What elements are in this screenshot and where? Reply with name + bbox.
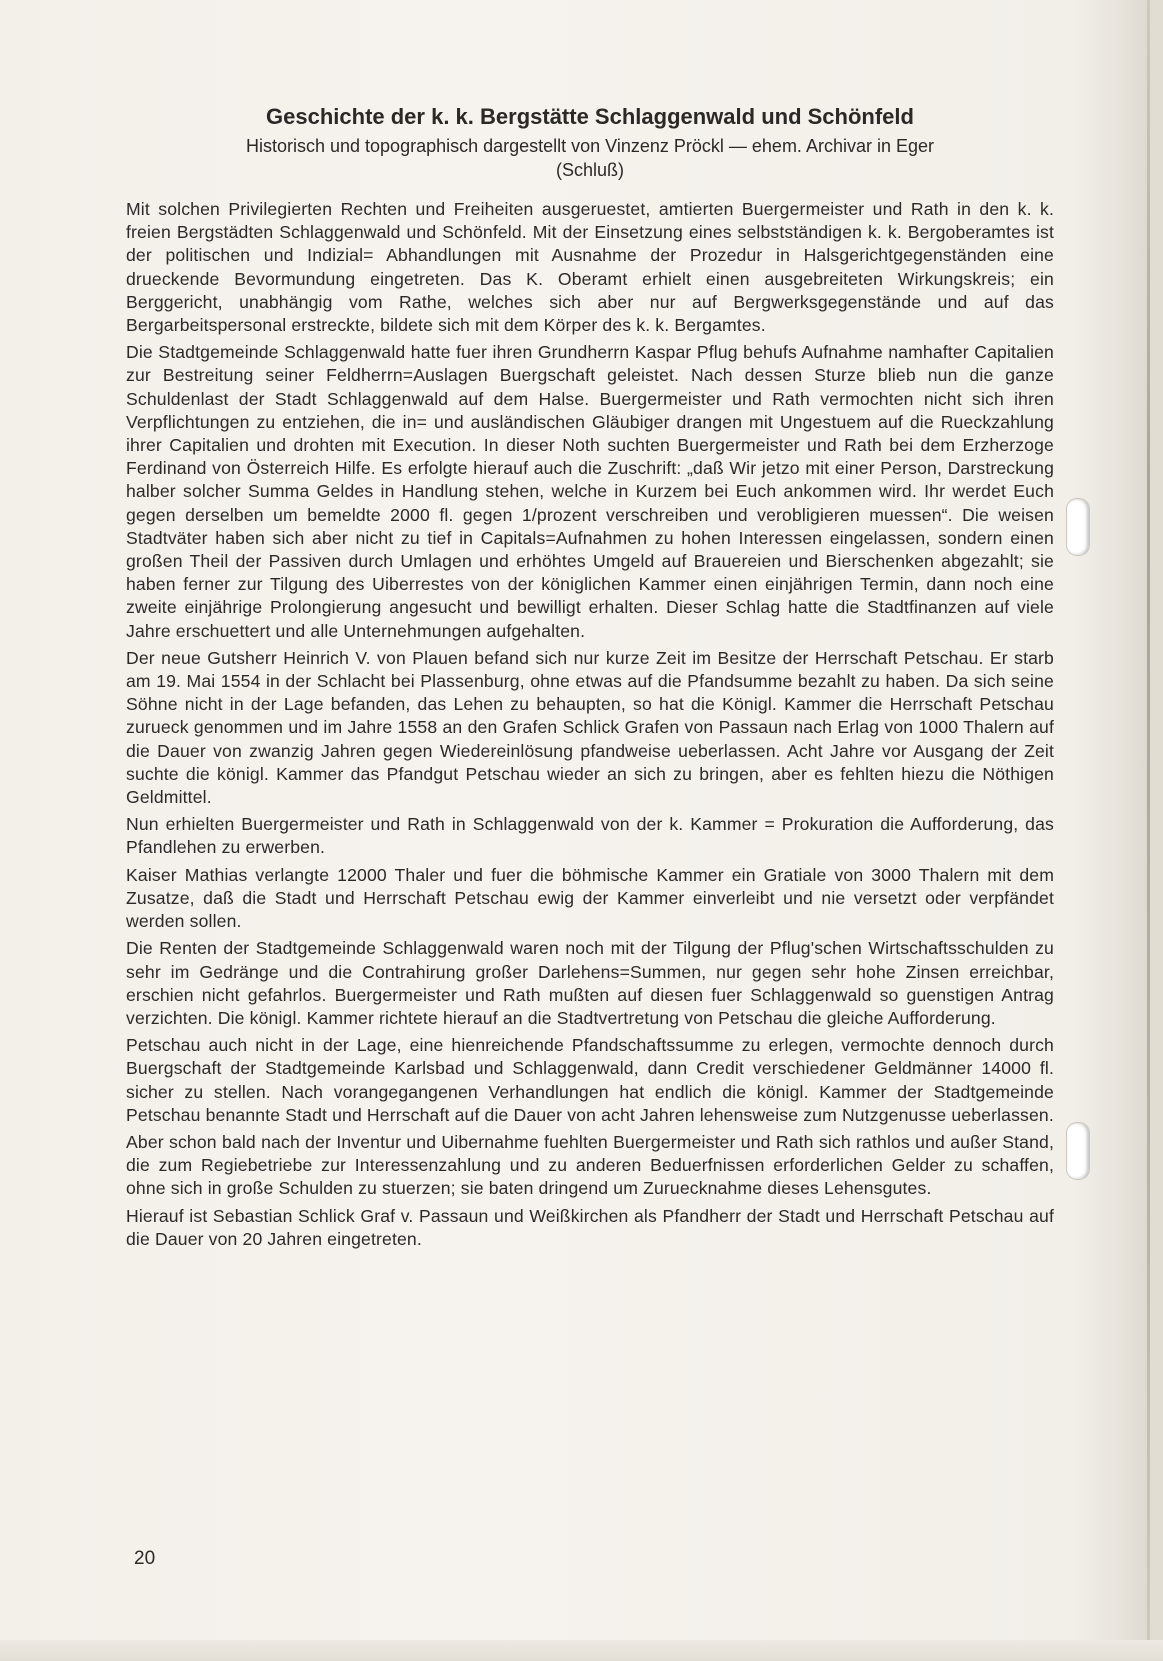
article-subtitle: Historisch und topographisch dargestellt von Vinzenz Pröckl — ehem. Archivar in Eger	[245, 136, 934, 156]
paragraph: Petschau auch nicht in der Lage, eine hienreichende Pfandschaftssumme zu erlegen, vermochte dennoch durch Buergschaft der Stadtgemeinde Karlsbad und Schlaggenwald, dann Credit verschiedener Geldmänner 14000 fl. sicher zu stellen. Nach vorangegangenen Verhandlungen hat endlich die königl. Kammer der Stadtgemeinde Petschau benannte Stadt und Herrschaft auf die Dauer von acht Jahren lehensweise zum Nutzgenusse ueberlassen.	[126, 1035, 1054, 1125]
paragraph: Die Renten der Stadtgemeinde Schlaggenwald waren noch mit der Tilgung der Pflug'schen Wirtschaftsschulden zu sehr im Gedränge und die Contrahirung großer Darlehens=Summen, nur gegen sehr hohe Zinsen erreichbar, erschien nicht gefahrlos. Buergermeister und Rath mußten auf diesen fuer Schlaggenwald so guenstigen Antrag verzichten. Die königl. Kammer richtete hierauf an die Stadtvertretung von Petschau die gleiche Aufforderung.	[126, 938, 1054, 1028]
paragraph: Aber schon bald nach der Inventur und Uibernahme fuehlten Buergermeister und Rath sich rathlos und außer Stand, die zum Regiebetriebe zur Interessenzahlung und zu anderen Beduerfnissen erforderlichen Gelder zu schaffen, ohne sich in große Schulden zu stuerzen; sie baten dringend um Zuruecknahme dieses Lehensgutes.	[126, 1131, 1054, 1199]
page-bottom-shadow	[0, 1640, 1163, 1661]
punch-hole-icon	[1066, 1122, 1090, 1180]
article-title: Geschichte der k. k. Bergstätte Schlaggenwald und Schönfeld	[266, 104, 914, 129]
paragraph: Nun erhielten Buergermeister und Rath in Schlaggenwald von der k. Kammer = Prokuration die Aufforderung, das Pfandlehen zu erwerben.	[126, 814, 1054, 858]
article-continuation-note: (Schluß)	[555, 160, 624, 180]
page-edge-shadow	[1150, 0, 1163, 1661]
punch-hole-icon	[1066, 498, 1090, 556]
page-number: 20	[134, 1548, 156, 1569]
paragraph: Die Stadtgemeinde Schlaggenwald hatte fuer ihren Grundherrn Kaspar Pflug behufs Aufnahme namhafter Capitalien zur Bestreitung seiner Feldherrn=Auslagen Buergschaft geleistet. Nach dessen Sturze blieb nun die ganze Schuldenlast der Stadt Schlaggenwald auf dem Halse. Buergermeister und Rath vermochten nicht sich ihren Verpflichtungen zu entziehen, die in= und ausländischen Gläubiger drangen mit Ungestuem auf die Rueckzahlung ihrer Capitalien und drohten mit Execution. In dieser Noth suchten Buergermeister und Rath bei dem Erzherzoge Ferdinand von Österreich Hilfe. Es erfolgte hierauf auch die Zuschrift: „daß Wir jetzo mit einer Person, Darstreckung halber solcher Summa Geldes in Handlung stehen, welche in Kurzem bei Euch ankommen wird. Ihr werdet Euch gegen derselben um bemeldte 2000 fl. gegen 1/prozent verschreiben und verobligieren muessen“. Die weisen Stadtväter haben sich aber nicht zu tief in Capitals=Aufnahmen zu hohen Interessen eingelassen, sondern einen großen Theil der Passiven durch Umlagen und erhöhtes Umgeld auf Brauereien und Bierschenken abgezahlt; sie haben ferner zur Tilgung des Uiberrestes von der königlichen Kammer einen einjährigen Termin, dann noch eine zweite einjährige Prolongierung angesucht und bewilligt erhalten. Dieser Schlag hatte die Stadtfinanzen auf viele Jahre erschuettert und alle Unternehmungen aufgehalten.	[126, 342, 1054, 641]
paragraph: Der neue Gutsherr Heinrich V. von Plauen befand sich nur kurze Zeit im Besitze der Herrschaft Petschau. Er starb am 19. Mai 1554 in der Schlacht bei Plassenburg, ohne etwas auf die Pfandsumme bezahlt zu haben. Da sich seine Söhne nicht in der Lage befanden, das Lehen zu behaupten, so hat die Königl. Kammer die Herrschaft Petschau zurueck genommen und im Jahre 1558 an den Grafen Schlick Grafen von Passaun nach Erlag von 1000 Thalern auf die Dauer von zwanzig Jahren gegen Wiedereinlösung pfandweise ueberlassen. Acht Jahre vor Ausgang der Zeit suchte die königl. Kammer das Pfandgut Petschau wieder an sich zu bringen, aber es fehlten hiezu die Nöthigen Geldmittel.	[126, 647, 1054, 808]
paragraph: Kaiser Mathias verlangte 12000 Thaler und fuer die böhmische Kammer ein Gratiale von 3000 Thalern mit dem Zusatze, daß die Stadt und Herrschaft Petschau ewig der Kammer einverleibt und nie versetzt oder verpfändet werden sollen.	[126, 864, 1054, 932]
article	[126, 104, 1054, 1255]
paragraph: Hierauf ist Sebastian Schlick Graf v. Passaun und Weißkirchen als Pfandherr der Stadt und Herrschaft Petschau auf die Dauer von 20 Jahren eingetreten.	[126, 1205, 1054, 1249]
paragraph: Mit solchen Privilegierten Rechten und Freiheiten ausgeruestet, amtierten Buergermeister und Rath in den k. k. freien Bergstädten Schlaggenwald und Schönfeld. Mit der Einsetzung eines selbstständigen k. k. Bergoberamtes ist der politischen und Indizial= Abhandlungen mit Ausnahme der Prozedur in Halsgerichtgegenständen eine drueckende Bevormundung eingetreten. Das K. Oberamt erhielt einen ausgebreiteten Wirkungskreis; ein Berggericht, unabhängig vom Rathe, welches sich aber nur auf Bergwerksgegenstände und auf das Bergarbeitspersonal erstreckte, bildete sich mit dem Körper des k. k. Bergamtes.	[126, 199, 1054, 336]
